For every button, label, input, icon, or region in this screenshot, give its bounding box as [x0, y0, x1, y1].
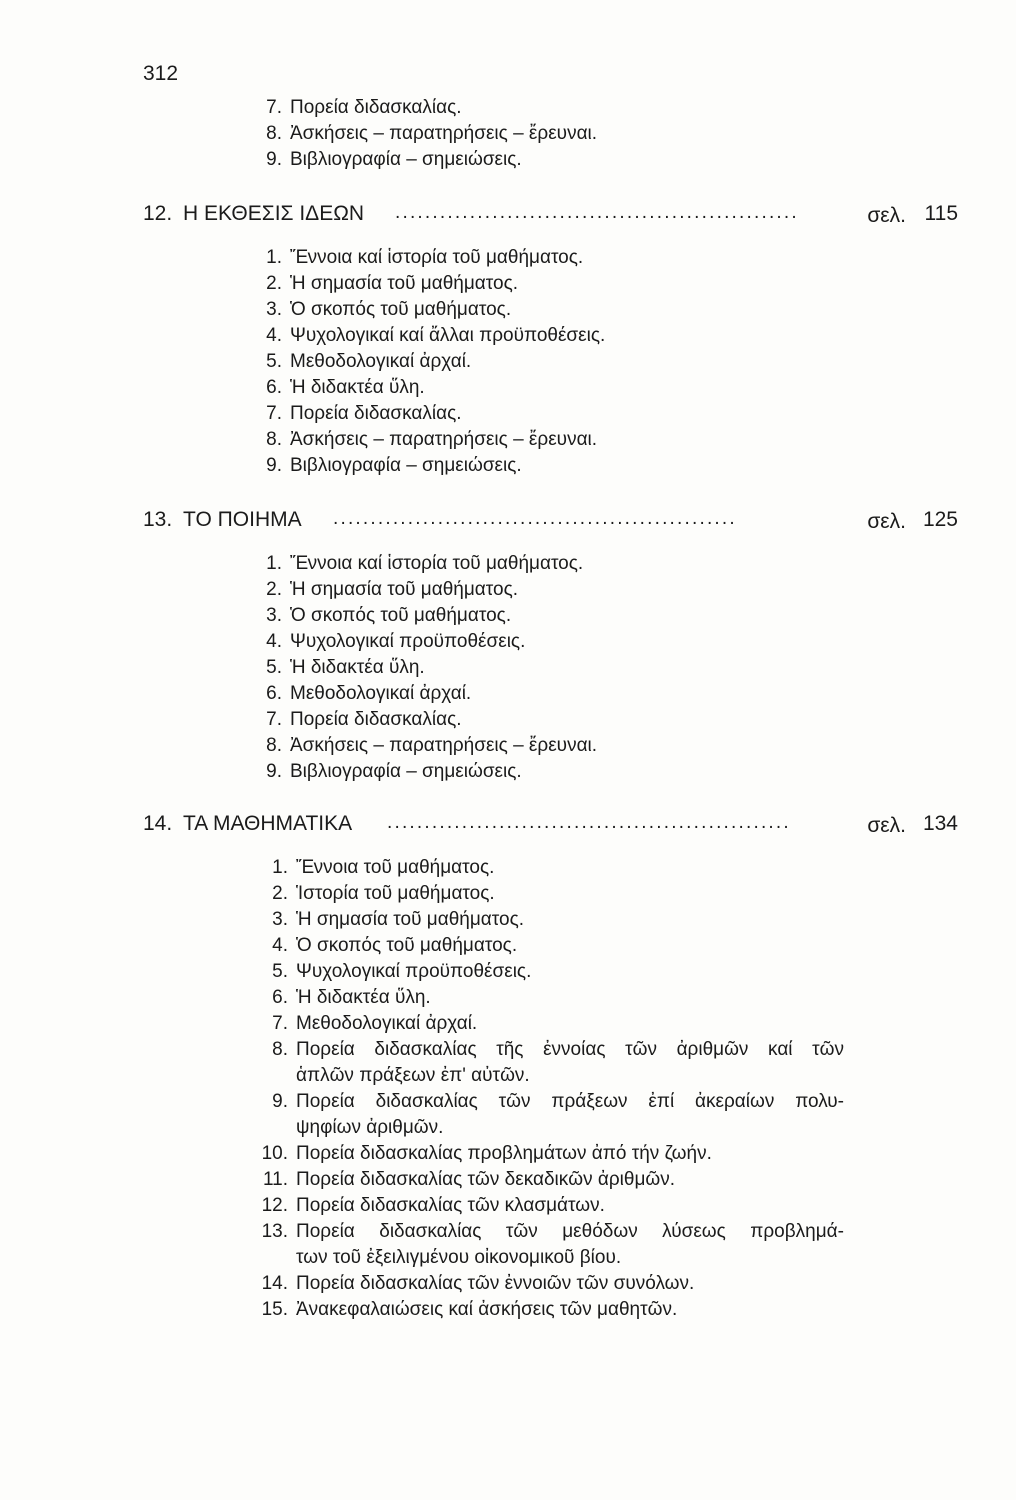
page-ref-label: σελ.: [867, 510, 906, 533]
item-text: Ἡ σημασία τοῦ μαθήματος.: [290, 579, 518, 600]
item-number: 15.: [261, 1299, 288, 1320]
section-title: ΤΟ ΠΟΙΗΜΑ: [183, 508, 302, 531]
section-title: ΤΑ ΜΑΘΗΜΑΤΙΚΑ: [183, 812, 353, 835]
page-ref-label: σελ.: [867, 814, 906, 837]
item-text: Ὁ σκοπός τοῦ μαθήματος.: [296, 935, 518, 956]
dot-leader: ......................................................: [387, 812, 791, 833]
item-text: Ἱστορία τοῦ μαθήματος.: [296, 883, 495, 904]
item-number: 9.: [266, 455, 282, 476]
item-text: Πορεία διδασκαλίας.: [290, 709, 462, 730]
page-ref-number: 115: [924, 202, 958, 225]
item-number: 7.: [272, 1013, 288, 1034]
page-number: 312: [143, 62, 179, 85]
item-text: Πορεία διδασκαλίας τῆς ἐννοίας τῶν ἀριθμῶν καί τῶν: [296, 1039, 844, 1060]
item-text: Βιβλιογραφία – σημειώσεις.: [290, 455, 522, 476]
item-number: 11.: [262, 1169, 288, 1190]
item-text: Ἡ διδακτέα ὕλη.: [290, 377, 425, 398]
item-text: Μεθοδολογικαί ἀρχαί.: [296, 1013, 478, 1034]
item-text: Πορεία διδασκαλίας τῶν δεκαδικῶν ἀριθμῶν.: [296, 1169, 675, 1190]
section-heading: [143, 812, 958, 842]
page-ref-number: 125: [922, 508, 958, 531]
item-text: Ἀνακεφαλαιώσεις καί ἀσκήσεις τῶν μαθητῶν.: [296, 1299, 678, 1320]
item-text: Ἡ διδακτέα ὕλη.: [296, 987, 431, 1008]
item-text: Βιβλιογραφία – σημειώσεις.: [290, 761, 522, 782]
item-number: 4.: [272, 935, 288, 956]
item-number: 3.: [266, 299, 282, 320]
item-number: 2.: [266, 273, 282, 294]
page-ref-label: σελ.: [867, 204, 906, 227]
item-number: 6.: [266, 377, 282, 398]
item-text: Ψυχολογικαί προϋποθέσεις.: [296, 961, 532, 982]
item-text: Ἔννοια καί ἱστορία τοῦ μαθήματος.: [290, 247, 584, 268]
item-number: 12.: [261, 1195, 288, 1216]
section-number: 12.: [143, 202, 173, 225]
item-text: Πορεία διδασκαλίας τῶν ἐννοιῶν τῶν συνόλων.: [296, 1273, 695, 1294]
item-number: 8.: [272, 1039, 288, 1060]
item-number: 1.: [266, 553, 282, 574]
section-number: 14.: [143, 812, 173, 835]
item-text-continuation: ἁπλῶν πράξεων ἐπ' αὐτῶν.: [296, 1065, 530, 1086]
item-number: 8.: [266, 429, 282, 450]
dot-leader: ......................................................: [333, 508, 737, 529]
item-number: 6.: [272, 987, 288, 1008]
item-text: Ὁ σκοπός τοῦ μαθήματος.: [290, 299, 512, 320]
item-text-continuation: ψηφίων ἀριθμῶν.: [296, 1117, 444, 1138]
item-text: Ἀσκήσεις – παρατηρήσεις – ἔρευναι.: [290, 429, 598, 450]
item-number: 7.: [266, 709, 282, 730]
item-number: 10.: [261, 1143, 288, 1164]
item-number: 3.: [272, 909, 288, 930]
item-number: 3.: [266, 605, 282, 626]
item-number: 13.: [261, 1221, 288, 1242]
item-number: 5.: [272, 961, 288, 982]
item-text: Πορεία διδασκαλίας τῶν πράξεων ἐπί ἀκεραίων πολυ-: [296, 1091, 844, 1112]
item-text: Ὁ σκοπός τοῦ μαθήματος.: [290, 605, 512, 626]
item-number: 6.: [266, 683, 282, 704]
item-text: Μεθοδολογικαί ἀρχαί.: [290, 683, 472, 704]
item-number: 8.: [266, 735, 282, 756]
item-text: Ἔννοια καί ἱστορία τοῦ μαθήματος.: [290, 553, 584, 574]
page-ref-number: 134: [922, 812, 958, 835]
item-text-continuation: των τοῦ ἐξειλιγμένου οἰκονομικοῦ βίου.: [296, 1247, 622, 1268]
dot-leader: ......................................................: [395, 202, 799, 223]
item-number: 7.: [266, 97, 282, 118]
item-number: 8.: [266, 123, 282, 144]
item-text: Ἀσκήσεις – παρατηρήσεις – ἔρευναι.: [290, 123, 598, 144]
item-number: 4.: [266, 325, 282, 346]
section-number: 13.: [143, 508, 173, 531]
item-number: 9.: [266, 761, 282, 782]
item-text: Πορεία διδασκαλίας τῶν μεθόδων λύσεως προβλημά-: [296, 1221, 844, 1242]
section-heading: [143, 202, 958, 232]
item-text: Ψυχολογικαί προϋποθέσεις.: [290, 631, 526, 652]
item-number: 9.: [266, 149, 282, 170]
item-text: Ἡ σημασία τοῦ μαθήματος.: [290, 273, 518, 294]
item-text: Μεθοδολογικαί ἀρχαί.: [290, 351, 472, 372]
item-number: 5.: [266, 657, 282, 678]
item-number: 2.: [266, 579, 282, 600]
item-text: Ἔννοια τοῦ μαθήματος.: [296, 857, 495, 878]
item-number: 7.: [266, 403, 282, 424]
item-text: Πορεία διδασκαλίας.: [290, 403, 462, 424]
item-text: Ἡ διδακτέα ὕλη.: [290, 657, 425, 678]
item-number: 1.: [272, 857, 288, 878]
item-number: 5.: [266, 351, 282, 372]
item-text: Βιβλιογραφία – σημειώσεις.: [290, 149, 522, 170]
item-text: Πορεία διδασκαλίας προβλημάτων ἀπό τήν ζωήν.: [296, 1143, 712, 1164]
item-number: 2.: [272, 883, 288, 904]
item-text: Ἡ σημασία τοῦ μαθήματος.: [296, 909, 524, 930]
item-number: 1.: [266, 247, 282, 268]
item-text: Πορεία διδασκαλίας.: [290, 97, 462, 118]
item-text: Ἀσκήσεις – παρατηρήσεις – ἔρευναι.: [290, 735, 598, 756]
item-text: Ψυχολογικαί καί ἄλλαι προϋποθέσεις.: [290, 325, 606, 346]
item-text: Πορεία διδασκαλίας τῶν κλασμάτων.: [296, 1195, 605, 1216]
item-number: 14.: [261, 1273, 288, 1294]
section-title: Η ΕΚΘΕΣΙΣ ΙΔΕΩΝ: [183, 202, 365, 225]
section-heading: [143, 508, 958, 538]
item-number: 4.: [266, 631, 282, 652]
item-number: 9.: [272, 1091, 288, 1112]
